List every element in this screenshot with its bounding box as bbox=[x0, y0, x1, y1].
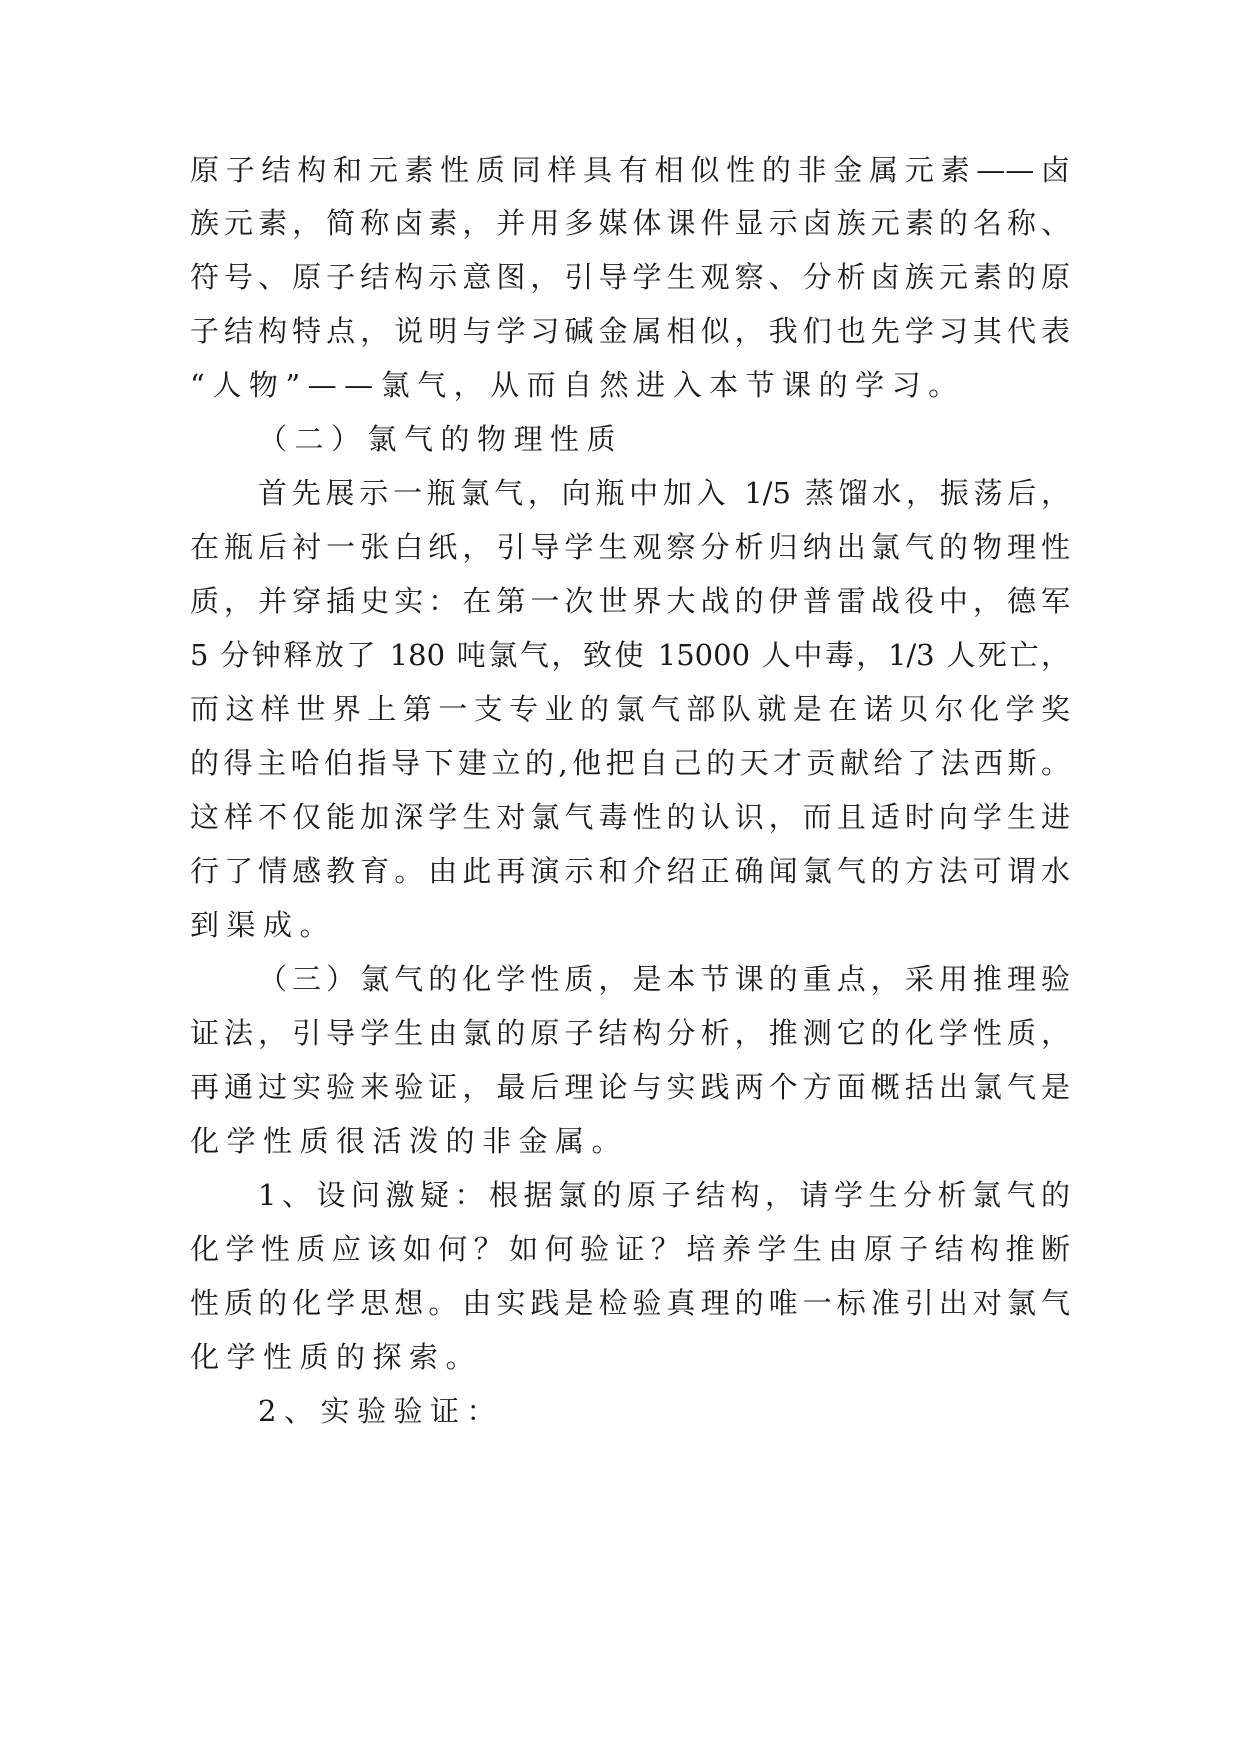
text-line: 化学性质应该如何？如何验证？培养学生由原子结构推断 bbox=[190, 1232, 1070, 1266]
text-line: 1、设问激疑：根据氯的原子结构，请学生分析氯气的 bbox=[258, 1178, 1070, 1212]
text-line: 这样不仅能加深学生对氯气毒性的认识，而且适时向学生进 bbox=[190, 800, 1070, 834]
text-line: 在瓶后衬一张白纸，引导学生观察分析归纳出氯气的物理性 bbox=[190, 530, 1070, 564]
text-line: 再通过实验来验证，最后理论与实践两个方面概括出氯气是 bbox=[190, 1070, 1070, 1104]
text-line: “人物”——氯气，从而自然进入本节课的学习。 bbox=[190, 368, 965, 402]
text-line: 原子结构和元素性质同样具有相似性的非金属元素——卤 bbox=[190, 153, 1070, 187]
text-line: （三）氯气的化学性质，是本节课的重点，采用推理验 bbox=[258, 962, 1070, 996]
text-line: 化学性质的探索。 bbox=[190, 1340, 483, 1374]
text-line: 2、实验验证： bbox=[258, 1394, 503, 1428]
text-line: 化学性质很活泼的非金属。 bbox=[190, 1124, 629, 1158]
text-line: 的得主哈伯指导下建立的,他把自己的天才贡献给了法西斯。 bbox=[190, 746, 1070, 780]
text-line: 而这样世界上第一支专业的氯气部队就是在诺贝尔化学奖 bbox=[190, 692, 1070, 726]
text-line: 行了情感教育。由此再演示和介绍正确闻氯气的方法可谓水 bbox=[190, 854, 1070, 888]
text-line: 子结构特点，说明与学习碱金属相似，我们也先学习其代表 bbox=[190, 314, 1070, 348]
text-line: 质，并穿插史实：在第一次世界大战的伊普雷战役中，德军 bbox=[190, 584, 1070, 618]
text-line: 证法，引导学生由氯的原子结构分析，推测它的化学性质， bbox=[190, 1016, 1070, 1050]
text-line: 性质的化学思想。由实践是检验真理的唯一标准引出对氯气 bbox=[190, 1286, 1070, 1320]
text-line: 符号、原子结构示意图，引导学生观察、分析卤族元素的原 bbox=[190, 260, 1070, 294]
section-heading: （二）氯气的物理性质 bbox=[258, 422, 624, 456]
text-line: 族元素，简称卤素，并用多媒体课件显示卤族元素的名称、 bbox=[190, 206, 1070, 240]
text-line: 5 分钟释放了 180 吨氯气，致使 15000 人中毒，1/3 人死亡， bbox=[190, 638, 1070, 672]
text-line: 到渠成。 bbox=[190, 908, 337, 942]
text-line: 首先展示一瓶氯气，向瓶中加入 1/5 蒸馏水，振荡后， bbox=[258, 476, 1070, 510]
